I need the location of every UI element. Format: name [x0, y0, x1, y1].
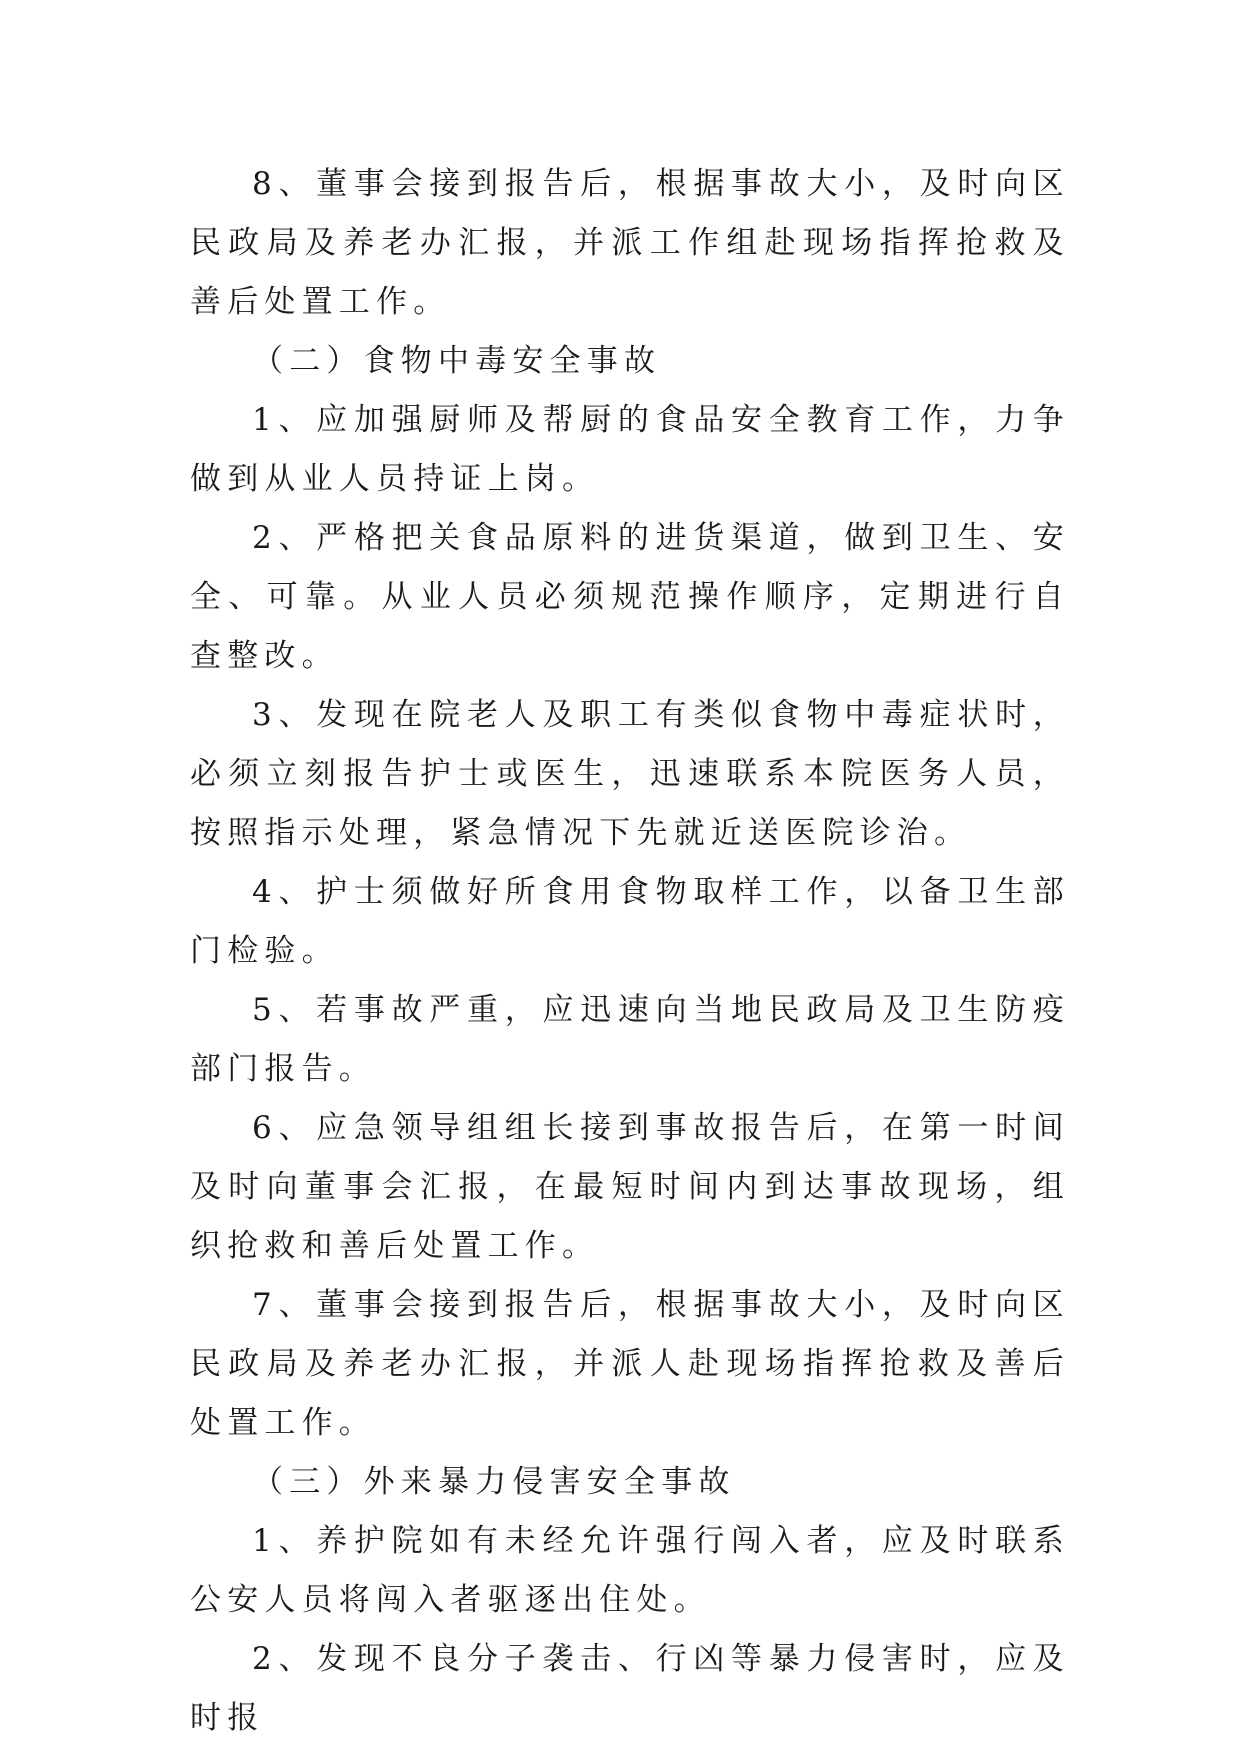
paragraph-item-6-leader-report: 6、应急领导组组长接到事故报告后，在第一时间及时向董事会汇报，在最短时间内到达事故现场，组织抢救和善后处置工作。: [190, 1110, 1070, 1264]
section-heading-food-poisoning: （二）食物中毒安全事故: [252, 343, 662, 379]
paragraph-item-1-intruder: 1、养护院如有未经允许强行闯入者，应及时联系公安人员将闯入者驱逐出住处。: [190, 1523, 1070, 1618]
paragraph-item-7-board-report: 7、董事会接到报告后，根据事故大小，及时向区民政局及养老办汇报，并派人赴现场指挥抢救及善后处置工作。: [190, 1287, 1070, 1441]
paragraph-item-4-sampling: 4、护士须做好所食用食物取样工作，以备卫生部门检验。: [190, 874, 1070, 969]
paragraph-item-5-severe-report: 5、若事故严重，应迅速向当地民政局及卫生防疫部门报告。: [190, 992, 1070, 1087]
document-body: [190, 155, 1070, 1748]
section-heading-external-violence: （三）外来暴力侵害安全事故: [252, 1464, 736, 1500]
paragraph-item-2-ingredients: 2、严格把关食品原料的进货渠道，做到卫生、安全、可靠。从业人员必须规范操作顺序，定期进行自查整改。: [190, 520, 1070, 674]
paragraph-item-2-attack: 2、发现不良分子袭击、行凶等暴力侵害时，应及时报: [190, 1641, 1070, 1736]
paragraph-item-3-symptoms: 3、发现在院老人及职工有类似食物中毒症状时，必须立刻报告护士或医生，迅速联系本院医务人员，按照指示处理，紧急情况下先就近送医院诊治。: [190, 697, 1070, 851]
paragraph-item-8-board-report: 8、董事会接到报告后，根据事故大小，及时向区民政局及养老办汇报，并派工作组赴现场指挥抢救及善后处置工作。: [190, 166, 1070, 320]
paragraph-item-1-training: 1、应加强厨师及帮厨的食品安全教育工作，力争做到从业人员持证上岗。: [190, 402, 1070, 497]
